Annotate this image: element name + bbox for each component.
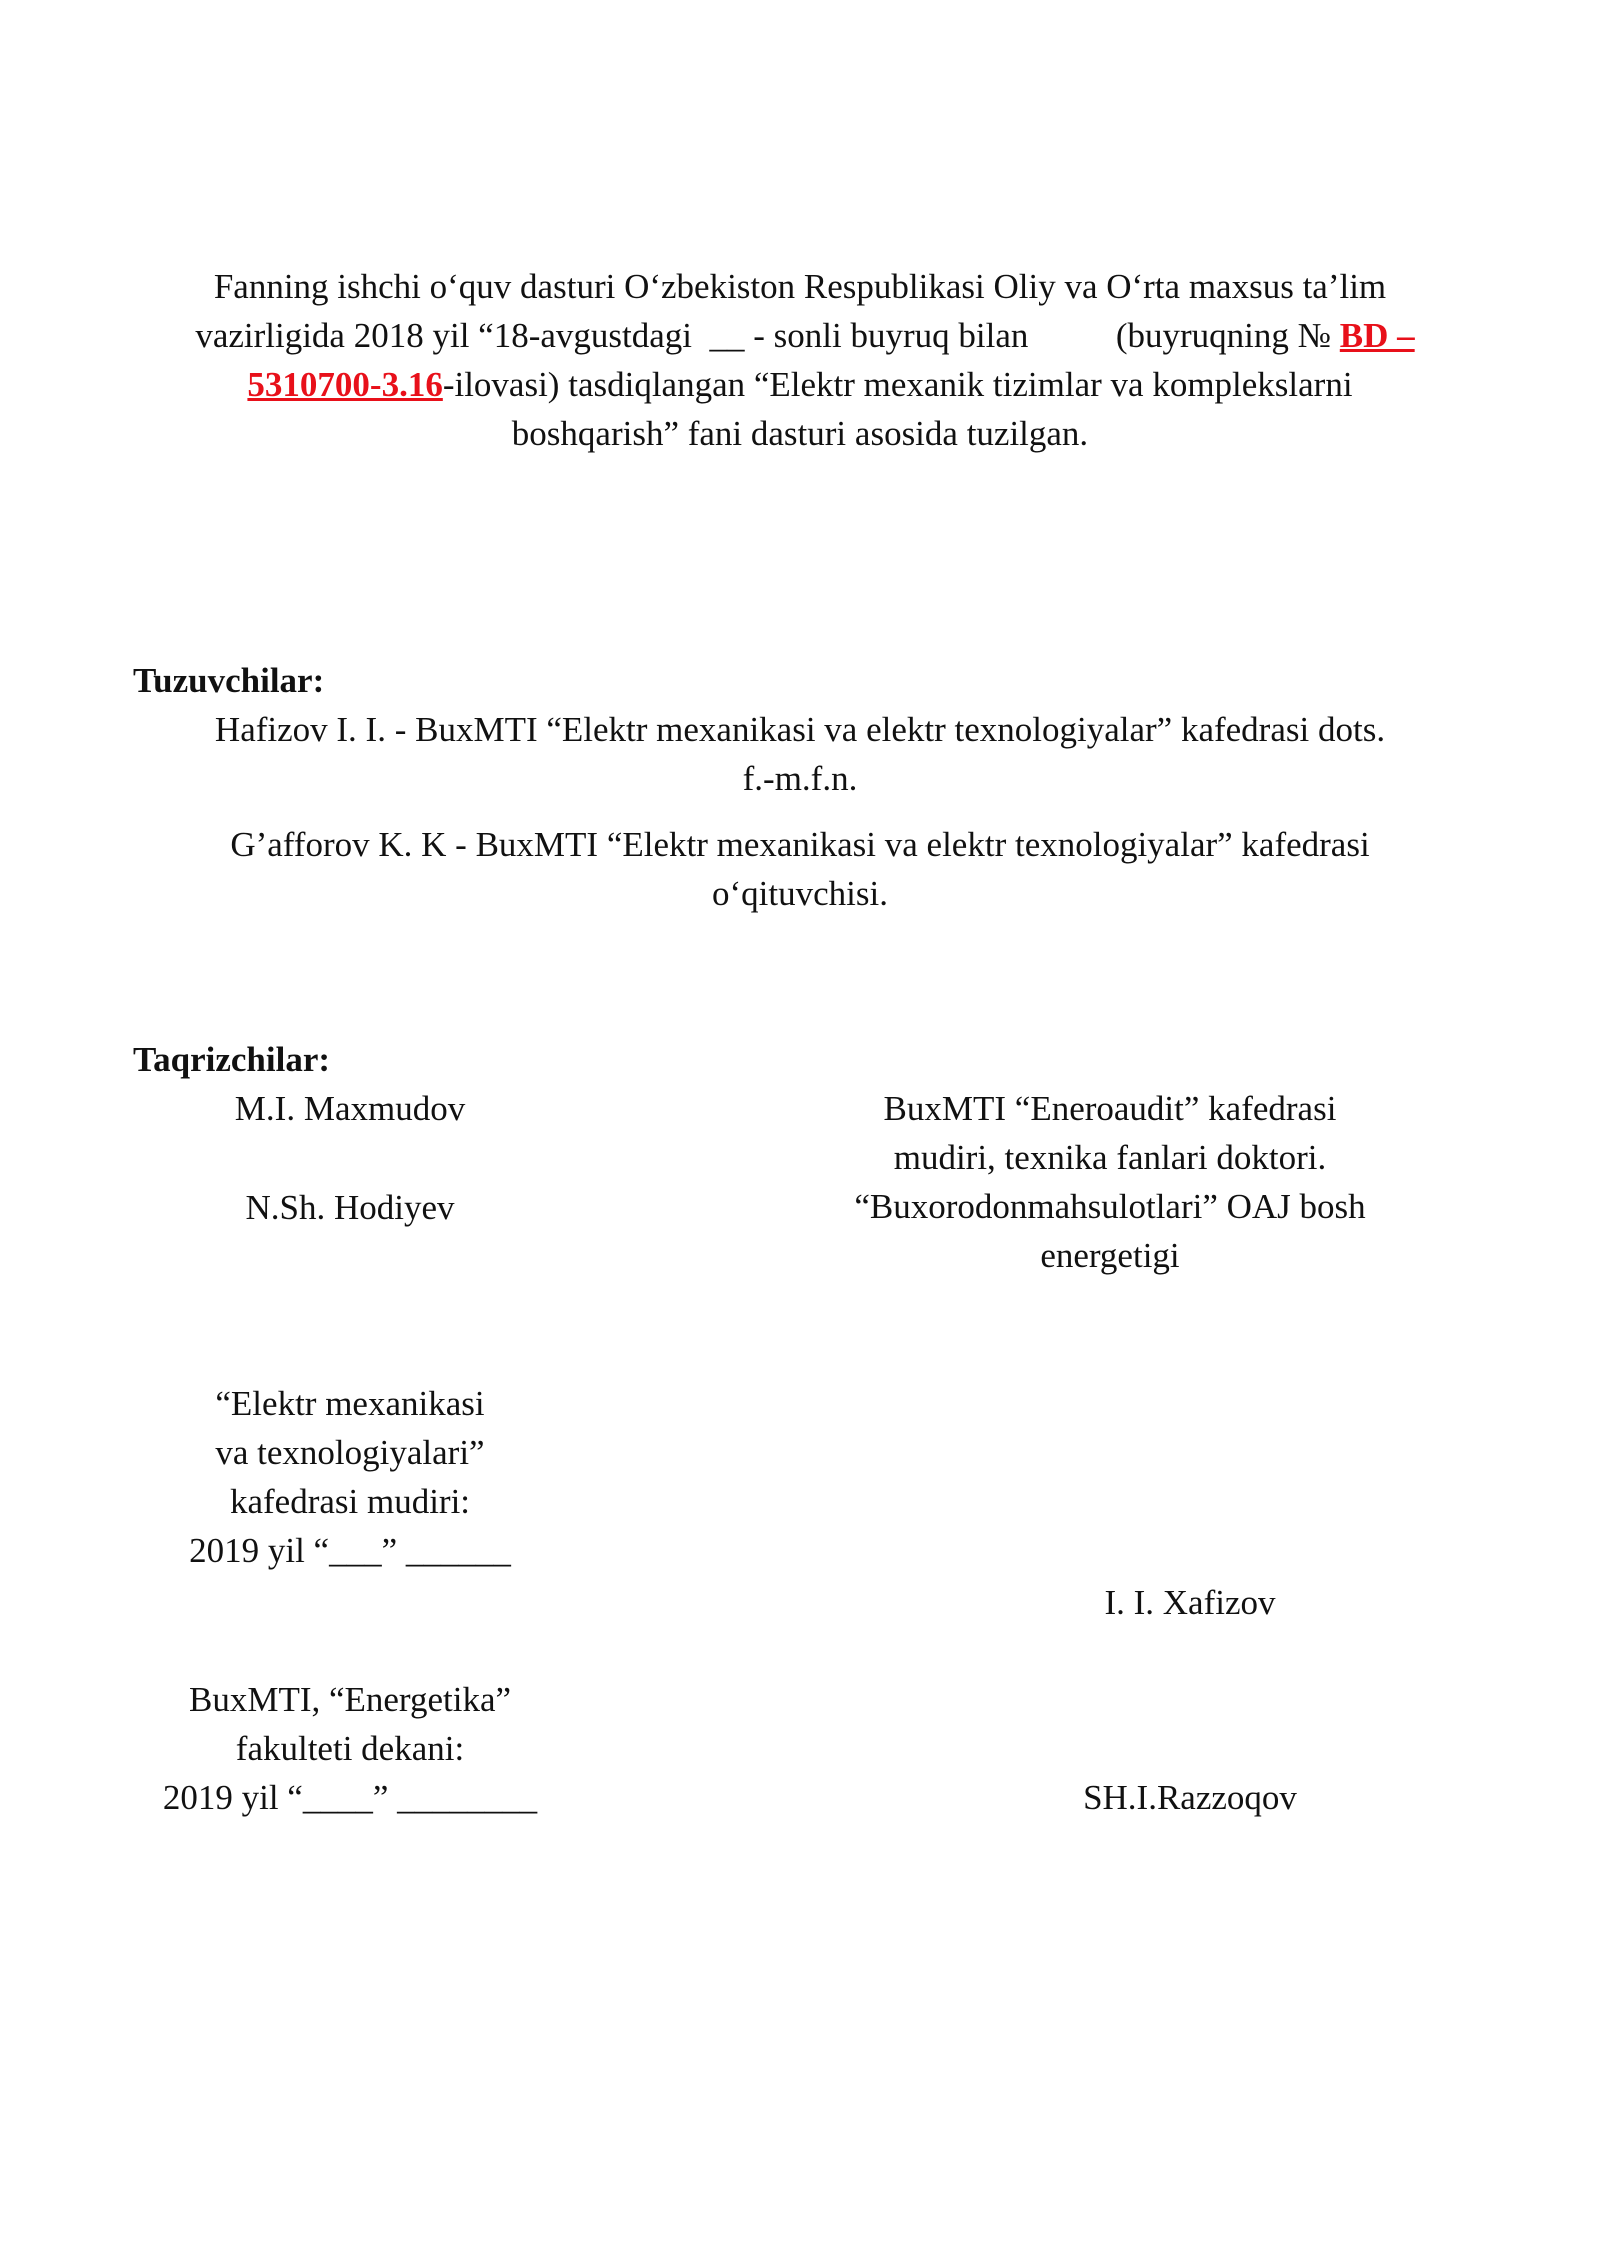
reviewer-1-role-line-1: BuxMTI “Eneroaudit” kafedrasi [883, 1089, 1337, 1128]
reviewer-1-name: M.I. Maxmudov [234, 1089, 466, 1128]
intro-line-4: boshqarish” fani dasturi asosida tuzilgan. [511, 414, 1089, 453]
intro-line-2 [120, 311, 1480, 360]
authors-heading: Tuzuvchilar: [133, 661, 325, 700]
chair-name: I. I. Xafizov [1104, 1583, 1276, 1622]
chair-line-2: va texnologiyalari” [215, 1433, 485, 1472]
reviewer-roles [800, 1084, 1420, 1280]
dean-date-line: 2019 yil “____” ________ [162, 1778, 538, 1817]
dean-line-1: BuxMTI, “Energetika” [188, 1680, 512, 1719]
chair-signature-block [120, 1379, 580, 1575]
author-1-line-2: f.-m.f.n. [742, 759, 858, 798]
chair-line-1: “Elektr mexanikasi [215, 1384, 485, 1423]
intro-line-2-text: vazirligida 2018 yil “18-avgustdagi __ - sonli buyruq bilan (buyruqning № [195, 316, 1340, 355]
intro-line-1: Fanning ishchi o‘quv dasturi O‘zbekiston Respublikasi Oliy va O‘rta maxsus ta’lim [213, 267, 1387, 306]
intro-paragraph [120, 262, 1480, 458]
author-2-line-2: o‘qituvchisi. [712, 874, 888, 913]
reviewer-2-role-line-2: energetigi [1040, 1236, 1180, 1275]
author-2 [120, 820, 1480, 918]
reviewer-2-name: N.Sh. Hodiyev [245, 1188, 455, 1227]
order-reference-link[interactable]: BD – [1339, 316, 1415, 355]
chair-date-line: 2019 yil “___” ______ [189, 1531, 511, 1570]
reviewer-2-role-line-1: “Buxorodonmahsulotlari” OAJ bosh [854, 1187, 1366, 1226]
author-1 [120, 705, 1480, 803]
order-reference-number[interactable]: 5310700-3.16 [247, 365, 443, 404]
author-2-line-1: G’afforov K. K - BuxMTI “Elektr mexanikasi va elektr texnologiyalar” kafedrasi [230, 825, 1370, 864]
reviewers-heading: Taqrizchilar: [133, 1040, 331, 1079]
intro-line-3-text: -ilovasi) tasdiqlangan “Elektr mexanik tizimlar va komplekslarni [442, 365, 1353, 404]
intro-line-3 [120, 360, 1480, 409]
dean-name: SH.I.Razzoqov [1083, 1778, 1297, 1817]
reviewer-1-role-line-2: mudiri, texnika fanlari doktori. [893, 1138, 1327, 1177]
author-1-line-1: Hafizov I. I. - BuxMTI “Elektr mexanikasi va elektr texnologiyalar” kafedrasi dots. [214, 710, 1386, 749]
dean-signature-block [120, 1675, 580, 1822]
chair-line-3: kafedrasi mudiri: [229, 1482, 471, 1521]
dean-line-2: fakulteti dekani: [235, 1729, 465, 1768]
